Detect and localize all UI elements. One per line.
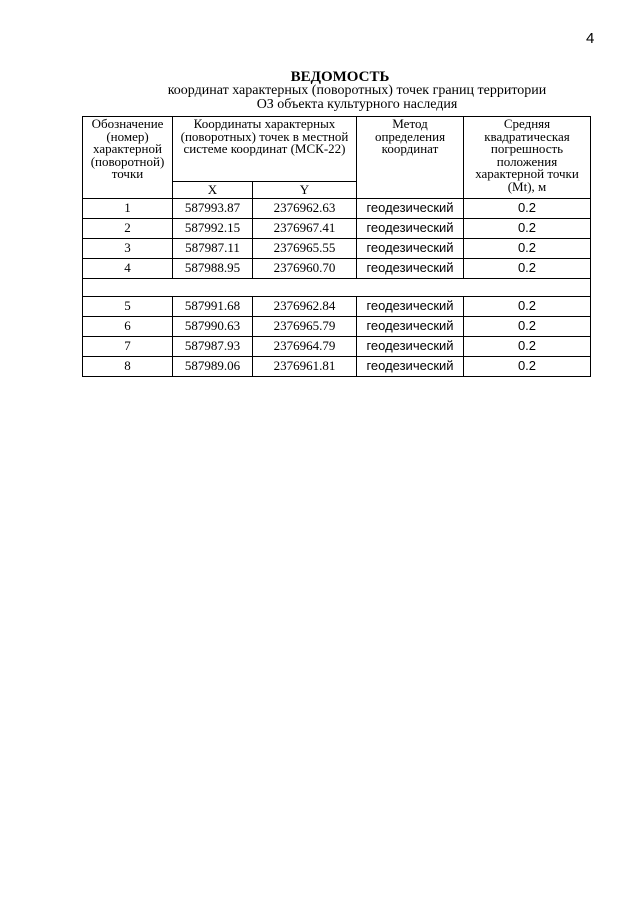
cell-point: 6 — [83, 317, 173, 337]
cell-y: 2376961.81 — [253, 357, 357, 377]
cell-method: геодезический — [357, 317, 464, 337]
table-row — [83, 357, 591, 377]
cell-accuracy: 0.2 — [464, 297, 591, 317]
cell-y: 2376962.63 — [253, 199, 357, 219]
cell-accuracy: 0.2 — [464, 317, 591, 337]
cell-accuracy: 0.2 — [464, 357, 591, 377]
cell-x: 587990.63 — [173, 317, 253, 337]
cell-accuracy: 0.2 — [464, 239, 591, 259]
cell-point: 8 — [83, 357, 173, 377]
cell-accuracy: 0.2 — [464, 337, 591, 357]
cell-y: 2376962.84 — [253, 297, 357, 317]
table-row — [83, 297, 591, 317]
cell-x: 587992.15 — [173, 219, 253, 239]
coordinates-table — [82, 116, 591, 377]
header-accuracy: Средняя квадратическая погрешность положения характерной точки (Mt), м — [464, 117, 591, 199]
header-coords: Координаты характерных (поворотных) точек в местной системе координат (МСК-22) — [173, 117, 357, 182]
cell-accuracy: 0.2 — [464, 199, 591, 219]
cell-point: 7 — [83, 337, 173, 357]
table-row — [83, 199, 591, 219]
cell-point: 2 — [83, 219, 173, 239]
cell-point: 3 — [83, 239, 173, 259]
cell-method: геодезический — [357, 199, 464, 219]
cell-x: 587987.11 — [173, 239, 253, 259]
page-number: 4 — [586, 30, 595, 47]
cell-point: 1 — [83, 199, 173, 219]
separator-cell — [83, 279, 591, 297]
header-method: Метод определения координат — [357, 117, 464, 199]
table-row — [83, 337, 591, 357]
table-separator-row — [83, 279, 591, 297]
header-y: Y — [253, 182, 357, 199]
title-line-2: ОЗ объекта культурного наследия — [256, 97, 458, 112]
cell-method: геодезический — [357, 259, 464, 279]
cell-y: 2376965.79 — [253, 317, 357, 337]
cell-method: геодезический — [357, 357, 464, 377]
document-title — [80, 70, 590, 112]
cell-method: геодезический — [357, 239, 464, 259]
cell-method: геодезический — [357, 219, 464, 239]
cell-x: 587989.06 — [173, 357, 253, 377]
table-row — [83, 317, 591, 337]
header-point: Обозначение (номер) характерной (поворотной) точки — [83, 117, 173, 199]
cell-y: 2376964.79 — [253, 337, 357, 357]
title-main: ВЕДОМОСТЬ — [290, 69, 390, 85]
cell-point: 5 — [83, 297, 173, 317]
cell-point: 4 — [83, 259, 173, 279]
cell-y: 2376967.41 — [253, 219, 357, 239]
table-row — [83, 259, 591, 279]
cell-y: 2376960.70 — [253, 259, 357, 279]
cell-accuracy: 0.2 — [464, 259, 591, 279]
cell-x: 587993.87 — [173, 199, 253, 219]
cell-method: геодезический — [357, 337, 464, 357]
header-x: X — [173, 182, 253, 199]
title-line-1: координат характерных (поворотных) точек границ территории — [167, 83, 547, 98]
cell-method: геодезический — [357, 297, 464, 317]
cell-y: 2376965.55 — [253, 239, 357, 259]
cell-x: 587987.93 — [173, 337, 253, 357]
cell-accuracy: 0.2 — [464, 219, 591, 239]
cell-x: 587988.95 — [173, 259, 253, 279]
cell-x: 587991.68 — [173, 297, 253, 317]
table-row — [83, 219, 591, 239]
table-row — [83, 239, 591, 259]
